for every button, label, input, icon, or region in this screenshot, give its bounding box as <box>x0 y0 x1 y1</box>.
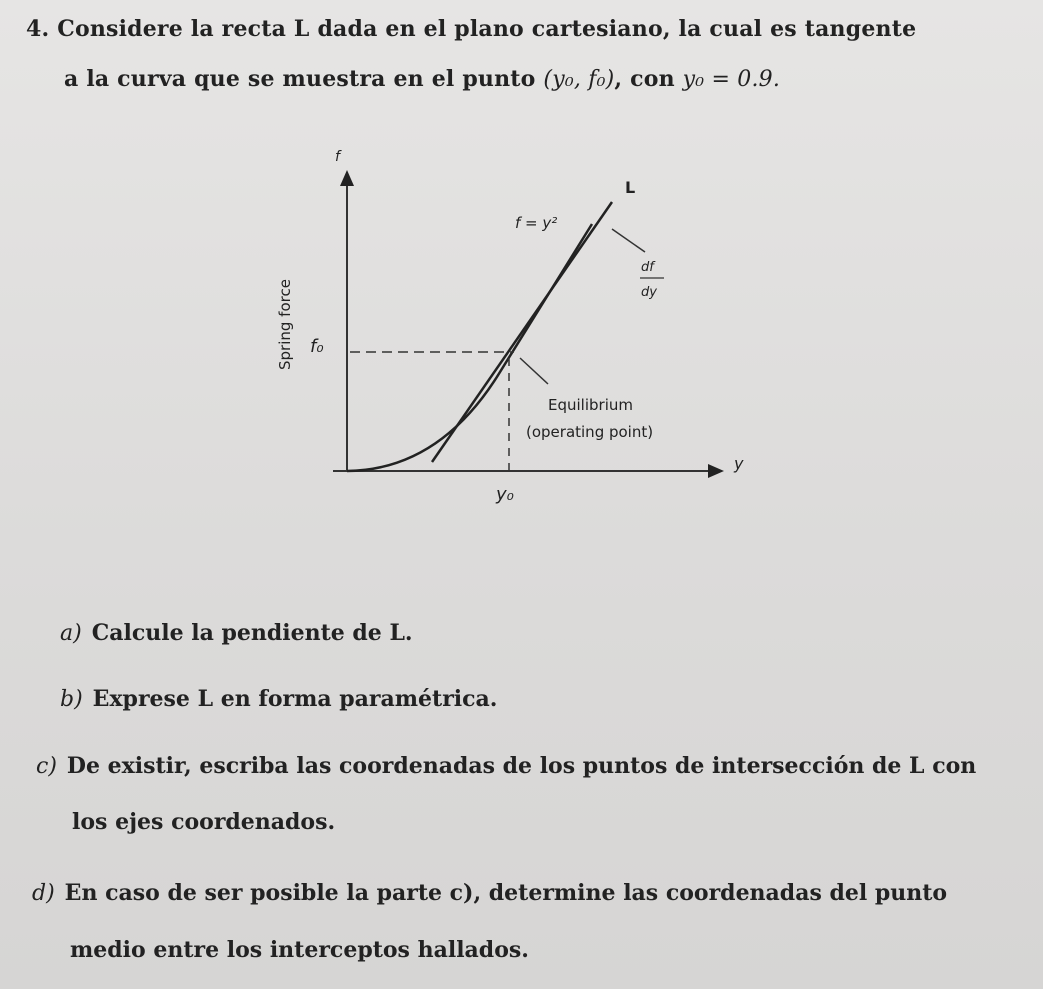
f0-label: f₀ <box>310 336 324 357</box>
item-b-text: Exprese L en forma paramétrica. <box>92 686 498 712</box>
item-d-label: d) <box>32 881 55 906</box>
item-c-label: c) <box>36 754 57 779</box>
item-a-text: Calcule la pendiente de L. <box>91 620 413 646</box>
item-d <box>32 880 947 906</box>
item-a-label: a) <box>60 621 82 646</box>
problem-line2-start: a la curva que se muestra en el punto <box>64 66 544 92</box>
item-c <box>36 753 976 779</box>
y-axis-label: y <box>734 454 744 473</box>
spring-force-label: Spring force <box>276 279 294 370</box>
y0-label: y₀ <box>496 484 514 505</box>
tangent-point: (y₀, f₀) <box>543 67 615 92</box>
slope-pointer <box>612 229 645 252</box>
item-d-text: En caso de ser posible la parte c), determine las coordenadas del punto <box>64 880 948 906</box>
problem-line1: Considere la recta L dada en el plano cartesiano, la cual es tangente <box>57 16 917 42</box>
slope-numerator: df <box>641 260 654 275</box>
item-a <box>60 620 413 646</box>
item-b <box>60 686 497 712</box>
item-b-label: b) <box>60 687 83 712</box>
equilibrium-pointer <box>520 358 548 384</box>
f-axis-label: f <box>335 149 340 165</box>
operating-point-label: (operating point) <box>526 423 654 441</box>
equilibrium-label: Equilibrium <box>548 396 633 414</box>
item-c-text: De existir, escriba las coordenadas de los puntos de intersección de L con <box>66 753 977 779</box>
item-c-continued: los ejes coordenados. <box>72 809 336 835</box>
curve-label: f = y² <box>515 214 558 232</box>
slope-denominator: dy <box>641 285 657 300</box>
problem-line2-mid: , con <box>614 66 683 92</box>
problem-number: 4. <box>26 16 50 42</box>
y-axis-arrow <box>708 464 724 478</box>
f-axis-arrow <box>340 170 354 186</box>
y0-condition: y₀ = 0.9. <box>682 67 781 92</box>
line-L-label: L <box>625 178 636 197</box>
item-d-continued: medio entre los interceptos hallados. <box>70 937 529 963</box>
